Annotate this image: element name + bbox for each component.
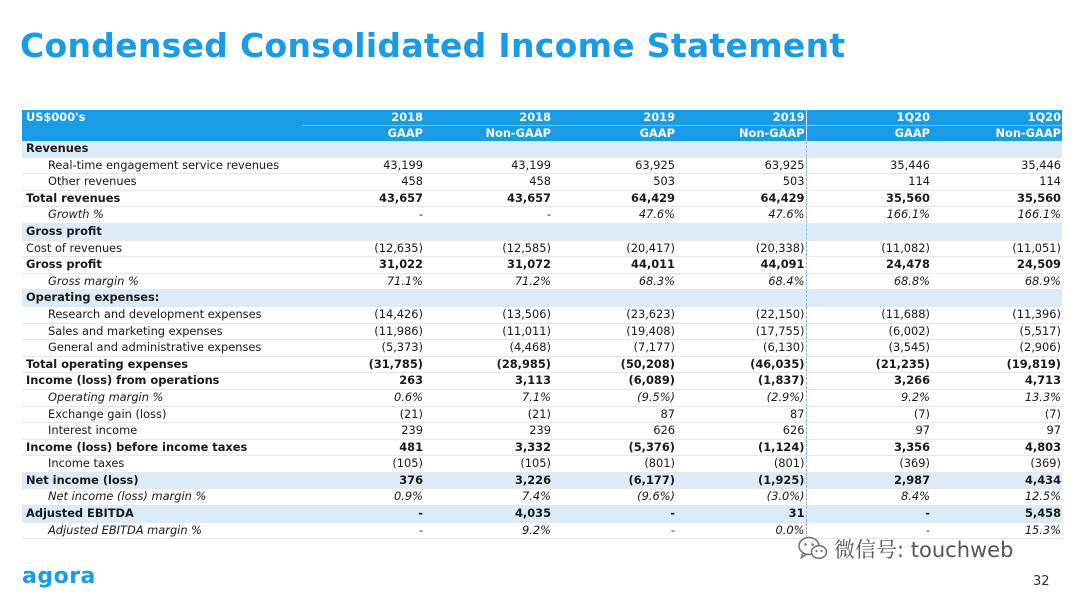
- table-cell: 9.2%: [424, 522, 552, 539]
- table-cell: 3,226: [424, 472, 552, 489]
- table-cell: (6,177): [552, 472, 676, 489]
- header-basis-row: [22, 126, 1062, 142]
- table-cell: (5,376): [552, 439, 676, 456]
- table-cell: -: [552, 506, 676, 523]
- header-year: 2018: [302, 110, 424, 126]
- header-year: 2018: [424, 110, 552, 126]
- table-cell: 166.1%: [806, 207, 931, 224]
- table-cell: 87: [676, 406, 806, 423]
- table-row: [22, 240, 1062, 257]
- agora-logo: agora: [22, 564, 96, 589]
- table-cell: (105): [424, 456, 552, 473]
- table-cell: 63,925: [676, 157, 806, 174]
- table-row: [22, 257, 1062, 274]
- table-cell: 68.9%: [931, 273, 1062, 290]
- table-cell: -: [552, 522, 676, 539]
- watermark-text: 微信号: touchweb: [834, 538, 1014, 562]
- table-cell: [806, 223, 931, 240]
- table-row: [22, 456, 1062, 473]
- table-cell: 12.5%: [931, 489, 1062, 506]
- table-cell: (20,338): [676, 240, 806, 257]
- table-cell: (11,051): [931, 240, 1062, 257]
- table-row: [22, 373, 1062, 390]
- table-cell: (21): [302, 406, 424, 423]
- table-cell: 24,509: [931, 257, 1062, 274]
- table-cell: 114: [931, 174, 1062, 191]
- table-cell: 64,429: [552, 190, 676, 207]
- table-row: [22, 157, 1062, 174]
- table-cell: (9.6%): [552, 489, 676, 506]
- table-cell: 47.6%: [552, 207, 676, 224]
- table-row: [22, 273, 1062, 290]
- table-cell: 71.1%: [302, 273, 424, 290]
- table-cell: [552, 141, 676, 157]
- table-cell: 503: [676, 174, 806, 191]
- table-cell: (11,082): [806, 240, 931, 257]
- row-label: Operating expenses:: [22, 290, 302, 307]
- table-cell: (46,035): [676, 356, 806, 373]
- table-cell: -: [302, 207, 424, 224]
- table-cell: 376: [302, 472, 424, 489]
- table-cell: 4,035: [424, 506, 552, 523]
- table-cell: 239: [302, 423, 424, 440]
- table-cell: (801): [676, 456, 806, 473]
- table-cell: [302, 141, 424, 157]
- header-year: 2019: [676, 110, 806, 126]
- row-label: Exchange gain (loss): [22, 406, 302, 423]
- table-cell: 68.3%: [552, 273, 676, 290]
- table-cell: 7.1%: [424, 389, 552, 406]
- table-cell: (21,235): [806, 356, 931, 373]
- header-basis: GAAP: [552, 126, 676, 142]
- table-cell: [552, 290, 676, 307]
- row-label: Other revenues: [22, 174, 302, 191]
- table-cell: (31,785): [302, 356, 424, 373]
- table-cell: 3,113: [424, 373, 552, 390]
- table-row: [22, 389, 1062, 406]
- table-cell: 0.0%: [676, 522, 806, 539]
- table-cell: (28,985): [424, 356, 552, 373]
- table-cell: 43,199: [302, 157, 424, 174]
- table-cell: (22,150): [676, 306, 806, 323]
- table-cell: 0.6%: [302, 389, 424, 406]
- table-cell: (5,517): [931, 323, 1062, 340]
- table-cell: 71.2%: [424, 273, 552, 290]
- table-cell: 4,803: [931, 439, 1062, 456]
- table-cell: (4,468): [424, 340, 552, 357]
- row-label: Adjusted EBITDA: [22, 506, 302, 523]
- table-row: [22, 340, 1062, 357]
- table-cell: (2.9%): [676, 389, 806, 406]
- table-cell: (6,089): [552, 373, 676, 390]
- table-row: [22, 223, 1062, 240]
- wechat-icon: [798, 536, 828, 562]
- watermark: [798, 534, 1013, 564]
- table-cell: 47.6%: [676, 207, 806, 224]
- table-cell: 626: [676, 423, 806, 440]
- table-cell: [931, 290, 1062, 307]
- table-row: [22, 439, 1062, 456]
- table-cell: 3,332: [424, 439, 552, 456]
- table-cell: (369): [806, 456, 931, 473]
- row-label: Income (loss) before income taxes: [22, 439, 302, 456]
- header-basis: Non-GAAP: [931, 126, 1062, 142]
- header-year-row: [22, 110, 1062, 126]
- row-label: Gross profit: [22, 223, 302, 240]
- header-basis: GAAP: [302, 126, 424, 142]
- table-cell: (19,819): [931, 356, 1062, 373]
- table-cell: 35,446: [806, 157, 931, 174]
- table-row: [22, 472, 1062, 489]
- table-cell: (11,688): [806, 306, 931, 323]
- row-label: Operating margin %: [22, 389, 302, 406]
- table-cell: (3.0%): [676, 489, 806, 506]
- table-cell: (1,837): [676, 373, 806, 390]
- table-cell: 114: [806, 174, 931, 191]
- table-cell: (17,755): [676, 323, 806, 340]
- table-cell: (11,986): [302, 323, 424, 340]
- row-label: Income taxes: [22, 456, 302, 473]
- table-cell: (6,130): [676, 340, 806, 357]
- table-cell: (801): [552, 456, 676, 473]
- table-cell: [552, 223, 676, 240]
- income-statement-table: [22, 110, 1062, 539]
- table-cell: -: [806, 506, 931, 523]
- table-cell: 35,560: [931, 190, 1062, 207]
- table-cell: 68.8%: [806, 273, 931, 290]
- table-cell: [424, 290, 552, 307]
- table-cell: 458: [302, 174, 424, 191]
- row-label: General and administrative expenses: [22, 340, 302, 357]
- table-cell: 87: [552, 406, 676, 423]
- table-cell: 626: [552, 423, 676, 440]
- table-cell: (9.5%): [552, 389, 676, 406]
- table-cell: [424, 141, 552, 157]
- table-cell: 63,925: [552, 157, 676, 174]
- table-cell: (14,426): [302, 306, 424, 323]
- table-row: [22, 506, 1062, 523]
- table-cell: 97: [931, 423, 1062, 440]
- table-cell: 31: [676, 506, 806, 523]
- table-cell: 44,091: [676, 257, 806, 274]
- header-year: 2019: [552, 110, 676, 126]
- table-cell: [676, 290, 806, 307]
- table-cell: (20,417): [552, 240, 676, 257]
- table-cell: (1,925): [676, 472, 806, 489]
- table-cell: 44,011: [552, 257, 676, 274]
- table-cell: [676, 223, 806, 240]
- table-row: [22, 306, 1062, 323]
- table-cell: 2,987: [806, 472, 931, 489]
- table-row: [22, 356, 1062, 373]
- table-cell: 43,199: [424, 157, 552, 174]
- table-cell: (6,002): [806, 323, 931, 340]
- header-year: 1Q20: [931, 110, 1062, 126]
- table-cell: 9.2%: [806, 389, 931, 406]
- table-cell: [424, 223, 552, 240]
- table-row: [22, 323, 1062, 340]
- table-cell: 166.1%: [931, 207, 1062, 224]
- table-cell: -: [302, 522, 424, 539]
- table-cell: 4,434: [931, 472, 1062, 489]
- row-label: Income (loss) from operations: [22, 373, 302, 390]
- row-label: Gross profit: [22, 257, 302, 274]
- table-cell: 24,478: [806, 257, 931, 274]
- page-title: Condensed Consolidated Income Statement: [20, 26, 846, 65]
- table-cell: -: [806, 522, 931, 539]
- header-year: 1Q20: [806, 110, 931, 126]
- table-row: [22, 290, 1062, 307]
- table-cell: 4,713: [931, 373, 1062, 390]
- table-cell: (1,124): [676, 439, 806, 456]
- table-cell: (50,208): [552, 356, 676, 373]
- table-cell: 43,657: [424, 190, 552, 207]
- row-label: Net income (loss): [22, 472, 302, 489]
- table-row: [22, 141, 1062, 157]
- table-row: [22, 406, 1062, 423]
- table-cell: 64,429: [676, 190, 806, 207]
- table-cell: (7): [806, 406, 931, 423]
- header-basis: Non-GAAP: [676, 126, 806, 142]
- table-cell: -: [302, 506, 424, 523]
- table-cell: [806, 141, 931, 157]
- table-cell: 7.4%: [424, 489, 552, 506]
- table-cell: 3,356: [806, 439, 931, 456]
- row-label: Revenues: [22, 141, 302, 157]
- table-cell: (3,545): [806, 340, 931, 357]
- table-cell: (7): [931, 406, 1062, 423]
- table-cell: 31,022: [302, 257, 424, 274]
- table-cell: [806, 290, 931, 307]
- table-cell: 13.3%: [931, 389, 1062, 406]
- table-cell: (19,408): [552, 323, 676, 340]
- row-label: Total revenues: [22, 190, 302, 207]
- table-cell: 481: [302, 439, 424, 456]
- table-cell: 31,072: [424, 257, 552, 274]
- row-label: Interest income: [22, 423, 302, 440]
- table-cell: (2,906): [931, 340, 1062, 357]
- table-cell: 3,266: [806, 373, 931, 390]
- table-cell: 35,446: [931, 157, 1062, 174]
- table-cell: 5,458: [931, 506, 1062, 523]
- page-number: 32: [1033, 574, 1050, 589]
- unit-label: US$000's: [22, 110, 302, 126]
- table-cell: 35,560: [806, 190, 931, 207]
- table-row: [22, 190, 1062, 207]
- table-cell: 263: [302, 373, 424, 390]
- header-blank: [22, 126, 302, 142]
- row-label: Sales and marketing expenses: [22, 323, 302, 340]
- row-label: Gross margin %: [22, 273, 302, 290]
- row-label: Total operating expenses: [22, 356, 302, 373]
- table-row: [22, 174, 1062, 191]
- table-cell: 503: [552, 174, 676, 191]
- row-label: Cost of revenues: [22, 240, 302, 257]
- table-cell: (23,623): [552, 306, 676, 323]
- table-cell: (12,635): [302, 240, 424, 257]
- table-cell: 15.3%: [931, 522, 1062, 539]
- table-cell: (105): [302, 456, 424, 473]
- row-label: Research and development expenses: [22, 306, 302, 323]
- table-cell: (12,585): [424, 240, 552, 257]
- row-label: Adjusted EBITDA margin %: [22, 522, 302, 539]
- table-row: [22, 207, 1062, 224]
- table-cell: (13,506): [424, 306, 552, 323]
- table-cell: [302, 290, 424, 307]
- table-cell: [931, 141, 1062, 157]
- table-cell: 97: [806, 423, 931, 440]
- table-cell: [302, 223, 424, 240]
- row-label: Real-time engagement service revenues: [22, 157, 302, 174]
- table-cell: 8.4%: [806, 489, 931, 506]
- table-cell: (369): [931, 456, 1062, 473]
- table-row: [22, 423, 1062, 440]
- row-label: Growth %: [22, 207, 302, 224]
- header-basis: Non-GAAP: [424, 126, 552, 142]
- table-cell: 239: [424, 423, 552, 440]
- row-label: Net income (loss) margin %: [22, 489, 302, 506]
- header-basis: GAAP: [806, 126, 931, 142]
- table-cell: 0.9%: [302, 489, 424, 506]
- table-cell: (7,177): [552, 340, 676, 357]
- table-cell: [931, 223, 1062, 240]
- table-cell: (11,396): [931, 306, 1062, 323]
- table-cell: 68.4%: [676, 273, 806, 290]
- table-cell: (11,011): [424, 323, 552, 340]
- table-cell: 458: [424, 174, 552, 191]
- table-cell: (5,373): [302, 340, 424, 357]
- table-cell: (21): [424, 406, 552, 423]
- table-cell: 43,657: [302, 190, 424, 207]
- table-cell: -: [424, 207, 552, 224]
- table-cell: [676, 141, 806, 157]
- table-row: [22, 489, 1062, 506]
